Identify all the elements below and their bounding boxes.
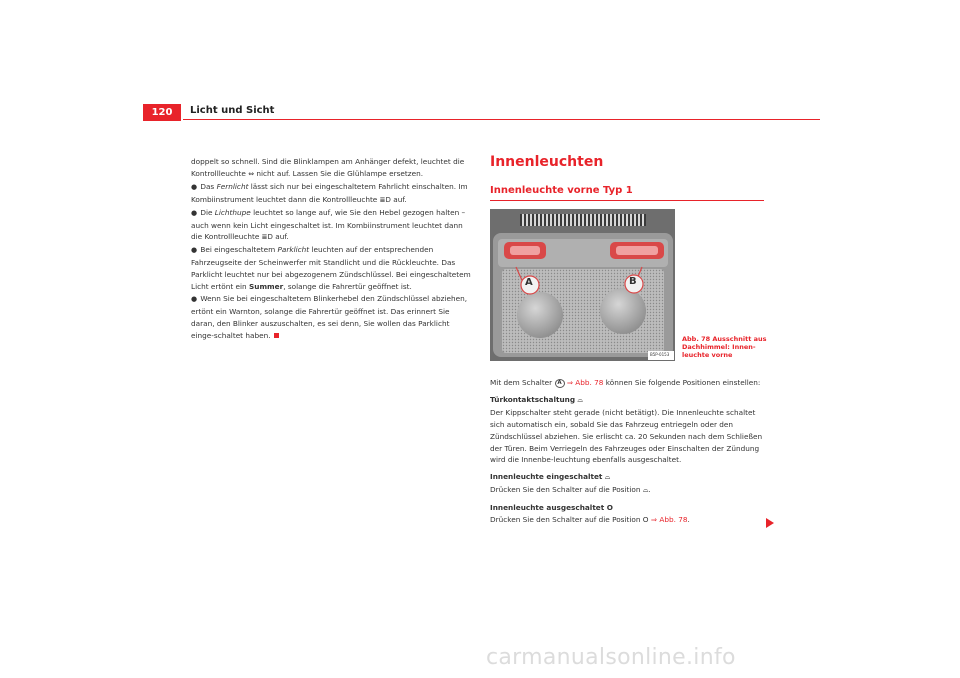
text: auf. [393, 194, 407, 204]
subsection-divider [490, 200, 764, 201]
continue-arrow-icon [766, 518, 774, 528]
section-end-icon [274, 333, 279, 338]
figure-link[interactable]: ⇒ Abb. 78 [566, 378, 604, 387]
light-on-icon: ⌓ [604, 473, 611, 482]
door-contact-icon: ⌓ [577, 395, 583, 404]
paragraph: Der Kippschalter steht gerade (nicht betätigt). Die Innenleuchte schaltet sich automatisch ein, sobald Sie das Fahrzeug entriegeln oder den Zündschlüssel abziehen. Sie erlischt ca. 20 Sekunden nach dem Schließen der Türen. Beim Verriegeln des Fahrzeuges oder Einschalten der Zündung wird die Innenbe-leuchtung ebenfalls ausgeschaltet. [490, 407, 763, 465]
text: Wenn Sie bei eingeschaltetem Blinkerhebel den Zündschlüssel abziehen, ertönt ein Warnton, solange die Fahrertür geöffnet ist. Das erinnert Sie daran, den Blinker auszuschalten, es sei denn, Sie wollen das Parklicht einge-schaltet haben. [191, 293, 468, 340]
trailer-indicator-icon: ⇔ [248, 169, 255, 178]
high-beam-icon: ≣D [261, 233, 273, 242]
page-number: 120 [143, 104, 181, 121]
figure-code: B5P-0153 [650, 352, 670, 357]
text: lässt sich nur bei eingeschaltetem Fahrlicht einschalten. Im Kombiinstrument leuchtet dann die Kontrollleuchte [191, 181, 468, 204]
figure-label-b: B [629, 276, 637, 287]
heading-text: Türkontaktschaltung [490, 394, 576, 404]
text: nicht auf. Lassen Sie die Glühlampe ersetzen. [256, 168, 424, 178]
watermark: carmanualsonline.info [486, 645, 736, 670]
high-beam-icon: ≣D [379, 195, 391, 204]
text: Bei eingeschaltetem [200, 245, 276, 255]
text: Das [200, 181, 215, 191]
bullet-icon: ● [191, 208, 198, 217]
heading [490, 394, 770, 407]
paragraph [490, 484, 770, 497]
text: . [687, 515, 690, 525]
text: Drücken Sie den Schalter auf die Position [490, 485, 641, 495]
text: doppelt so schnell. Sind die Blinklampen am Anhänger defekt, leuchtet die Kontrollleuchte [191, 157, 465, 178]
left-column [191, 156, 471, 342]
section-title: Innenleuchten [490, 154, 604, 170]
text: . [648, 485, 651, 495]
caption-line: Abb. 78 Ausschnitt aus [682, 335, 767, 343]
heading-text: Innenleuchte eingeschaltet [490, 472, 603, 482]
list-item [191, 244, 471, 293]
text: Drücken Sie den Schalter auf die Position O [490, 515, 649, 525]
bullet-icon: ● [191, 294, 198, 303]
header-divider [183, 119, 820, 120]
emphasis: Fernlicht [216, 181, 249, 191]
list-item [191, 207, 471, 245]
bullet-icon: ● [191, 182, 198, 191]
paragraph [490, 377, 770, 389]
interior-light-illustration [490, 209, 675, 361]
bullet-icon: ● [191, 246, 198, 255]
text: können Sie folgende Positionen einstellen: [605, 378, 761, 387]
text: Die [200, 207, 213, 217]
caption-line: Dachhimmel: Innen- [682, 343, 756, 351]
subsection-title: Innenleuchte vorne Typ 1 [490, 185, 633, 196]
text: , solange die Fahrertür geöffnet ist. [283, 282, 412, 292]
text: leuchten auf der entsprechenden Fahrzeugseite der Scheinwerfer mit Standlicht und die Rückleuchte. Das Parklicht leuchtet nur bei abgezogenem Zündschlüssel. Bei eingeschaltetem Licht ertönt ein [191, 245, 471, 292]
figure-link[interactable]: ⇒ Abb. 78 [650, 515, 688, 525]
right-column [490, 377, 770, 526]
strong-text: Summer [249, 282, 284, 292]
figure-label-a: A [525, 277, 533, 288]
chapter-title: Licht und Sicht [190, 105, 275, 116]
heading [490, 502, 770, 514]
text: leuchtet so lange auf, wie Sie den Hebel gezogen halten – auch wenn kein Licht eingeschaltet ist. Im Kombiinstrument leuchtet dann die Kontrollleuchte [191, 207, 466, 242]
text: Mit dem Schalter [490, 378, 553, 387]
caption-line: leuchte vorne [682, 351, 733, 359]
interior-light-figure [490, 209, 675, 361]
figure-caption [682, 335, 772, 359]
paragraph [490, 514, 770, 526]
emphasis: Lichthupe [214, 207, 251, 217]
heading-text: Innenleuchte ausgeschaltet O [490, 503, 613, 513]
paragraph [191, 156, 471, 181]
light-on-icon: ⌓ [642, 486, 649, 495]
list-item [191, 181, 471, 207]
heading [490, 471, 770, 484]
switch-a-badge: A [555, 379, 565, 388]
list-item [191, 293, 471, 342]
emphasis: Parklicht [277, 245, 310, 255]
text: auf. [275, 232, 289, 242]
